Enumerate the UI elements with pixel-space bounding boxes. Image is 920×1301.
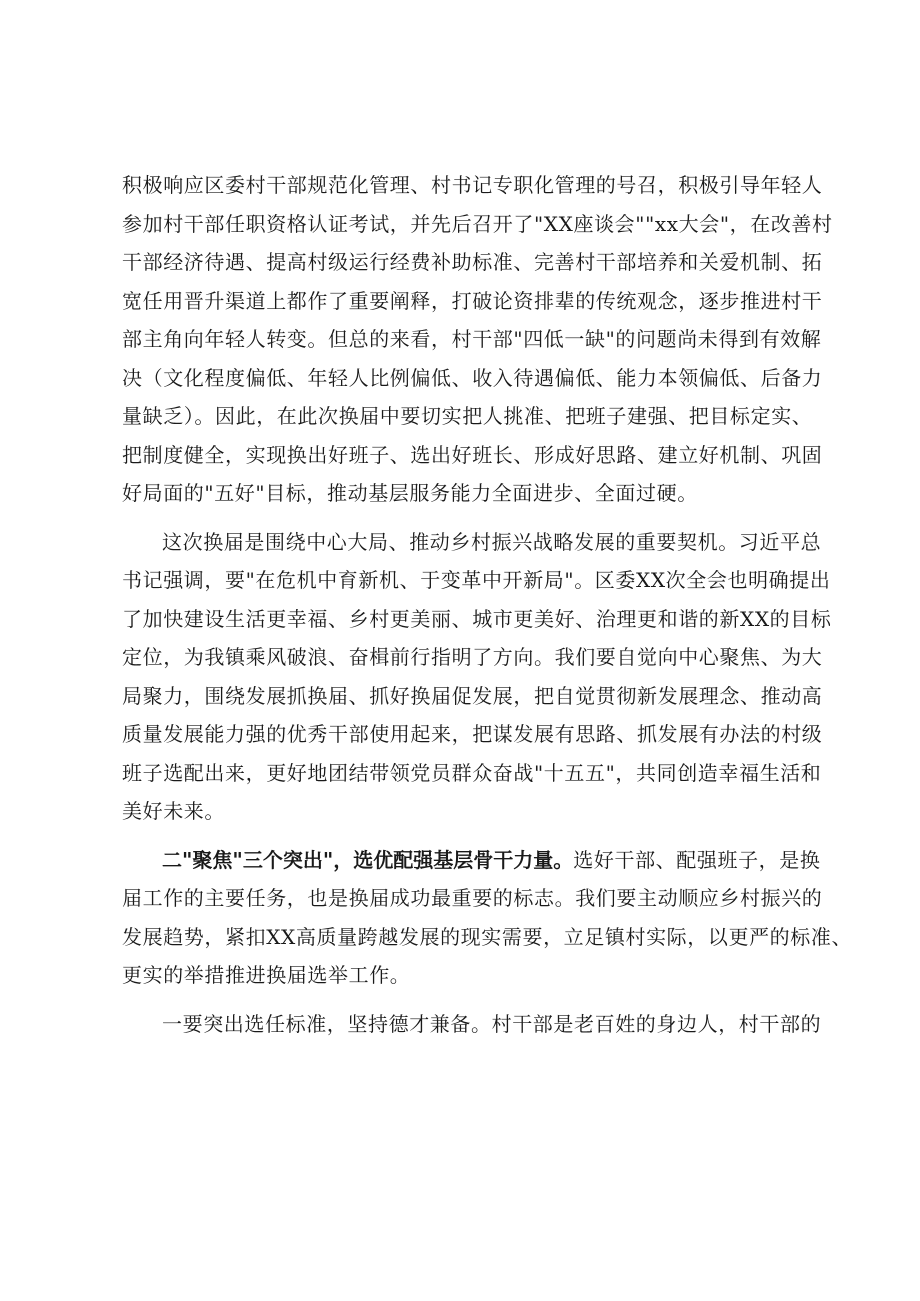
text-line: 定位，为我镇乘风破浪、奋楫前行指明了方向。我们要自觉向中心聚焦、为大	[122, 645, 823, 669]
section-heading-rest: 选好干部、配强班子，是换	[573, 847, 821, 872]
text-line: 一要突出选任标准，坚持德才兼备。村干部是老百姓的身边人，村干部的	[162, 1011, 822, 1036]
text-line: 把制度健全，实现换出好班子、选出好班长、形成好思路、建立好机制、巩固	[122, 442, 823, 467]
text-line: 了加快建设生活更幸福、乡村更美丽、城市更美好、治理更和谐的新XX的目标	[122, 606, 832, 631]
section-heading: 二"聚焦"三个突出"，选优配强基层骨干力量。	[162, 847, 574, 872]
section-heading-line	[122, 841, 821, 880]
text-line: 班子选配出来，更好地团结带领党员群众奋战"十五五"，共同创造幸福生活和	[122, 760, 822, 785]
text-line: 局聚力，围绕发展抓换届、抓好换届促发展，把自觉贯彻新发展理念、推动高	[122, 683, 823, 708]
text-line: 好局面的"五好"目标，推动基层服务能力全面进步、全面过硬。	[122, 481, 698, 505]
text-line: 宽任用晋升渠道上都作了重要阐释，打破论资排辈的传统观念，逐步推进村干	[122, 288, 823, 313]
text-line: 干部经济待遇、提高村级运行经费补助标准、完善村干部培养和关爱机制、拓	[122, 250, 823, 274]
text-line: 部主角向年轻人转变。但总的来看，村干部"四低一缺"的问题尚未得到有效解	[122, 327, 822, 351]
paragraph-3	[122, 841, 853, 995]
document-body	[122, 166, 853, 1043]
text-line: 这次换届是围绕中心大局、推动乡村振兴战略发展的重要契机。习近平总	[162, 529, 822, 554]
text-line: 质量发展能力强的优秀干部使用起来，把谋发展有思路、抓发展有办法的村级	[122, 722, 823, 746]
text-line: 量缺乏）。因此，在此次换届中要切实把人挑准、把班子建强、把目标定实、	[122, 404, 813, 428]
paragraph-2	[122, 523, 832, 831]
text-line: 届工作的主要任务，也是换届成功最重要的标志。我们要主动顺应乡村振兴的	[122, 886, 823, 910]
text-line: 书记强调，要"在危机中育新机、于变革中开新局"。区委XX次全会也明确提出	[122, 568, 831, 592]
paragraph-1	[122, 166, 833, 513]
text-line: 决（文化程度偏低、年轻人比例偏低、收入待遇偏低、能力本领偏低、后备力	[122, 365, 823, 390]
text-line: 发展趋势，紧扣XX高质量跨越发展的现实需要，立足镇村实际，以更严的标准、	[122, 924, 853, 949]
paragraph-4	[122, 1005, 822, 1044]
text-line: 积极响应区委村干部规范化管理、村书记专职化管理的号召，积极引导年轻人	[122, 173, 823, 197]
text-line: 美好未来。	[122, 799, 225, 823]
text-line: 更实的举措推进换届选举工作。	[122, 963, 411, 987]
text-line: 参加村干部任职资格认证考试，并先后召开了"XX座谈会""xx大会"，在改善村	[122, 211, 833, 236]
